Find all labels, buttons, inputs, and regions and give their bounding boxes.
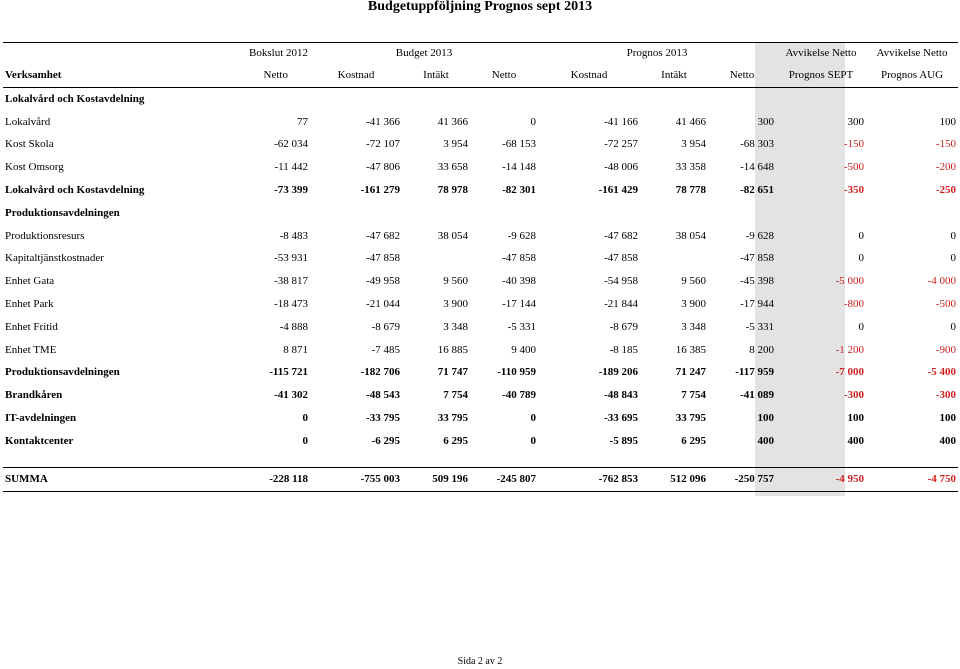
summa-label: SUMMA bbox=[3, 467, 218, 491]
table-row bbox=[3, 156, 958, 179]
row-value: -11 442 bbox=[274, 161, 308, 174]
header-bokslut: Bokslut 2012 bbox=[218, 43, 310, 65]
row-value: -41 366 bbox=[366, 115, 400, 128]
row-value: 0 bbox=[858, 320, 865, 333]
row-value: -500 bbox=[843, 161, 865, 174]
row-value: -48 543 bbox=[366, 389, 400, 402]
row-label: Kost Skola bbox=[5, 138, 54, 151]
summa-value: 509 196 bbox=[402, 467, 470, 491]
header-kostnad-budget: Kostnad bbox=[310, 64, 402, 88]
row-value: -41 166 bbox=[604, 115, 638, 128]
section-header-row bbox=[3, 202, 958, 225]
row-value: 8 200 bbox=[749, 343, 775, 356]
row-value: -47 858 bbox=[740, 252, 775, 265]
row-value: -62 034 bbox=[274, 138, 308, 151]
row-value: 78 778 bbox=[675, 184, 706, 197]
row-value: -49 958 bbox=[366, 275, 400, 288]
row-label: Lokalvård och Kostavdelning bbox=[5, 92, 145, 105]
row-value: -47 806 bbox=[366, 161, 400, 174]
row-value: 0 bbox=[950, 229, 957, 242]
row-value bbox=[538, 202, 640, 225]
row-value: 8 871 bbox=[283, 343, 308, 356]
row-value: 16 385 bbox=[675, 343, 706, 356]
row-value: 41 466 bbox=[675, 115, 706, 128]
row-value bbox=[708, 88, 776, 111]
row-value: -47 858 bbox=[502, 252, 536, 265]
row-value: -150 bbox=[935, 138, 957, 151]
row-value: -17 944 bbox=[740, 298, 775, 311]
row-label: Enhet Park bbox=[5, 298, 54, 311]
summa-value: -245 807 bbox=[470, 467, 538, 491]
total-row bbox=[3, 407, 958, 430]
header-avvikelse-aug: Avvikelse Netto bbox=[866, 43, 958, 65]
row-value: 9 400 bbox=[511, 343, 536, 356]
header-netto-budget: Netto bbox=[470, 64, 538, 88]
header-row-top bbox=[3, 43, 958, 65]
row-value bbox=[776, 202, 866, 225]
row-value: -47 682 bbox=[366, 229, 400, 242]
section-header-row bbox=[3, 88, 958, 111]
row-value bbox=[866, 88, 958, 111]
row-value: -21 844 bbox=[604, 298, 638, 311]
summa-value: 512 096 bbox=[640, 467, 708, 491]
row-value bbox=[218, 202, 310, 225]
row-value: -5 331 bbox=[745, 320, 775, 333]
header-prognos-sept: Prognos SEPT bbox=[776, 64, 866, 88]
row-value: 0 bbox=[950, 252, 957, 265]
row-value: 9 560 bbox=[681, 275, 706, 288]
row-value: -8 679 bbox=[371, 320, 400, 333]
row-value: 300 bbox=[847, 115, 865, 128]
row-value: -47 858 bbox=[604, 252, 638, 265]
row-value: 38 054 bbox=[437, 229, 468, 242]
summa-value: -250 757 bbox=[708, 467, 776, 491]
row-label: Lokalvård och Kostavdelning bbox=[5, 184, 145, 197]
row-value: -5 400 bbox=[927, 366, 957, 379]
row-value: 38 054 bbox=[675, 229, 706, 242]
table-row bbox=[3, 248, 958, 271]
row-value: -5 000 bbox=[835, 275, 865, 288]
page-title: Budgetuppföljning Prognos sept 2013 bbox=[367, 0, 593, 14]
row-value bbox=[402, 88, 470, 111]
row-value: 71 747 bbox=[437, 366, 468, 379]
row-value: -200 bbox=[935, 161, 957, 174]
row-value: -21 044 bbox=[366, 298, 400, 311]
row-value bbox=[866, 202, 958, 225]
header-intakt-budget: Intäkt bbox=[402, 64, 470, 88]
row-value: -33 795 bbox=[366, 412, 400, 425]
row-value bbox=[310, 202, 402, 225]
row-value: 400 bbox=[847, 434, 865, 447]
row-value: -115 721 bbox=[269, 366, 308, 379]
header-budget: Budget 2013 bbox=[310, 43, 538, 65]
row-value: -82 301 bbox=[502, 184, 536, 197]
row-value: -4 888 bbox=[279, 320, 308, 333]
row-value: -900 bbox=[935, 343, 957, 356]
row-value: 300 bbox=[757, 115, 775, 128]
row-value: -350 bbox=[843, 184, 865, 197]
row-value: 3 900 bbox=[443, 298, 468, 311]
row-label: IT-avdelningen bbox=[5, 412, 77, 425]
row-value bbox=[776, 88, 866, 111]
row-value: 33 795 bbox=[675, 412, 706, 425]
row-value: -48 843 bbox=[604, 389, 638, 402]
row-value bbox=[470, 202, 538, 225]
row-value: -68 153 bbox=[502, 138, 536, 151]
row-value: -150 bbox=[843, 138, 865, 151]
row-value: -72 257 bbox=[604, 138, 638, 151]
row-value: -68 303 bbox=[740, 138, 775, 151]
row-value: -14 648 bbox=[740, 161, 775, 174]
row-value: -800 bbox=[843, 298, 865, 311]
row-label: Brandkåren bbox=[5, 389, 63, 402]
row-value: 100 bbox=[847, 412, 865, 425]
row-value: -48 006 bbox=[604, 161, 638, 174]
header-avvikelse-sept: Avvikelse Netto bbox=[776, 43, 866, 65]
total-row bbox=[3, 430, 958, 453]
row-value: 400 bbox=[939, 434, 957, 447]
row-value: -18 473 bbox=[274, 298, 308, 311]
row-value: 41 366 bbox=[437, 115, 468, 128]
row-label: Kost Omsorg bbox=[5, 161, 64, 174]
row-label: Enhet Fritid bbox=[5, 320, 58, 333]
row-value: -250 bbox=[935, 184, 957, 197]
row-value: 6 295 bbox=[443, 434, 468, 447]
row-value: 0 bbox=[530, 412, 536, 425]
row-value: -17 144 bbox=[502, 298, 536, 311]
row-label: Enhet TME bbox=[5, 343, 57, 356]
row-label: Produktionsavdelningen bbox=[5, 206, 120, 219]
row-value: 100 bbox=[939, 115, 957, 128]
row-value: 0 bbox=[858, 252, 865, 265]
row-value: -1 200 bbox=[835, 343, 865, 356]
row-value: 7 754 bbox=[681, 389, 706, 402]
row-value: 33 795 bbox=[437, 412, 468, 425]
summa-value: -4 950 bbox=[776, 467, 866, 491]
row-value: -189 206 bbox=[598, 366, 638, 379]
spacer-row bbox=[3, 453, 958, 468]
row-value: -117 959 bbox=[735, 366, 775, 379]
row-value bbox=[310, 88, 402, 111]
row-value: -40 789 bbox=[502, 389, 536, 402]
row-value: -8 679 bbox=[609, 320, 638, 333]
row-value: -9 628 bbox=[507, 229, 536, 242]
row-value: 71 247 bbox=[675, 366, 706, 379]
row-value: -300 bbox=[935, 389, 957, 402]
summa-value: -762 853 bbox=[538, 467, 640, 491]
row-value: -6 295 bbox=[371, 434, 400, 447]
total-row bbox=[3, 362, 958, 385]
row-value: 0 bbox=[950, 320, 957, 333]
row-value: -47 858 bbox=[366, 252, 400, 265]
row-value: -53 931 bbox=[274, 252, 308, 265]
table-row bbox=[3, 134, 958, 157]
row-value: -8 483 bbox=[279, 229, 308, 242]
row-value: 0 bbox=[858, 229, 865, 242]
row-value: 0 bbox=[302, 412, 308, 425]
row-value: -182 706 bbox=[360, 366, 400, 379]
table-row bbox=[3, 270, 958, 293]
row-value: -7 485 bbox=[371, 343, 400, 356]
row-value: -8 185 bbox=[609, 343, 638, 356]
row-value: -5 895 bbox=[609, 434, 638, 447]
row-label: Lokalvård bbox=[5, 115, 51, 128]
row-label: Produktionsresurs bbox=[5, 229, 85, 242]
row-label: Kapitaltjänstkostnader bbox=[5, 252, 104, 265]
row-value: 3 900 bbox=[681, 298, 706, 311]
header-row-sub bbox=[3, 64, 958, 88]
row-value: 33 658 bbox=[437, 161, 468, 174]
row-value: -500 bbox=[935, 298, 957, 311]
row-value: -40 398 bbox=[502, 275, 536, 288]
row-value: -72 107 bbox=[366, 138, 400, 151]
row-value: 3 348 bbox=[681, 320, 706, 333]
row-value: -7 000 bbox=[835, 366, 865, 379]
row-value: -14 148 bbox=[502, 161, 536, 174]
summa-value: -755 003 bbox=[310, 467, 402, 491]
row-value bbox=[538, 88, 640, 111]
row-value: -45 398 bbox=[740, 275, 775, 288]
row-value: 3 954 bbox=[681, 138, 706, 151]
header-verksamhet: Verksamhet bbox=[3, 64, 218, 88]
row-label: Produktionsavdelningen bbox=[5, 366, 120, 379]
row-value bbox=[708, 202, 776, 225]
row-label: Kontaktcenter bbox=[5, 434, 74, 447]
row-value bbox=[640, 248, 708, 271]
budget-table bbox=[3, 42, 958, 492]
row-label: Enhet Gata bbox=[5, 275, 55, 288]
row-value bbox=[640, 88, 708, 111]
row-value: 77 bbox=[297, 115, 308, 128]
row-value: -300 bbox=[843, 389, 865, 402]
row-value: -161 279 bbox=[360, 184, 400, 197]
header-netto-prognos: Netto bbox=[708, 64, 776, 88]
total-row bbox=[3, 179, 958, 202]
row-value: 100 bbox=[939, 412, 957, 425]
row-value: 0 bbox=[530, 434, 536, 447]
row-value bbox=[218, 88, 310, 111]
summa-row bbox=[3, 467, 958, 491]
row-value: 16 885 bbox=[437, 343, 468, 356]
row-value: -110 959 bbox=[497, 366, 536, 379]
row-value: 6 295 bbox=[681, 434, 706, 447]
table-row bbox=[3, 316, 958, 339]
summa-value: -4 750 bbox=[866, 467, 958, 491]
page-number: Sida 2 av 2 bbox=[457, 656, 503, 667]
row-value: -5 331 bbox=[507, 320, 536, 333]
table-row bbox=[3, 111, 958, 134]
row-value: -41 089 bbox=[740, 389, 775, 402]
header-kostnad-prognos: Kostnad bbox=[538, 64, 640, 88]
row-value: 7 754 bbox=[443, 389, 468, 402]
row-value: -47 682 bbox=[604, 229, 638, 242]
header-prognos: Prognos 2013 bbox=[538, 43, 776, 65]
row-value: 9 560 bbox=[443, 275, 468, 288]
total-row bbox=[3, 384, 958, 407]
row-value: 0 bbox=[530, 115, 536, 128]
table-row bbox=[3, 225, 958, 248]
table-row bbox=[3, 339, 958, 362]
row-value: 3 954 bbox=[443, 138, 468, 151]
row-value: -161 429 bbox=[598, 184, 638, 197]
header-prognos-aug: Prognos AUG bbox=[866, 64, 958, 88]
table-row bbox=[3, 293, 958, 316]
header-netto-2012: Netto bbox=[218, 64, 310, 88]
row-value: -54 958 bbox=[604, 275, 638, 288]
row-value: 400 bbox=[757, 434, 775, 447]
row-value bbox=[402, 248, 470, 271]
row-value bbox=[470, 88, 538, 111]
header-intakt-prognos: Intäkt bbox=[640, 64, 708, 88]
row-value: 33 358 bbox=[675, 161, 706, 174]
row-value: -73 399 bbox=[274, 184, 308, 197]
row-value bbox=[402, 202, 470, 225]
row-value: 100 bbox=[757, 412, 775, 425]
row-value: -82 651 bbox=[740, 184, 775, 197]
row-value: -41 302 bbox=[274, 389, 308, 402]
row-value: -33 695 bbox=[604, 412, 638, 425]
summa-value: -228 118 bbox=[218, 467, 310, 491]
row-value: -4 000 bbox=[927, 275, 957, 288]
row-value: 0 bbox=[302, 434, 308, 447]
row-value bbox=[640, 202, 708, 225]
row-value: -38 817 bbox=[274, 275, 308, 288]
row-value: -9 628 bbox=[745, 229, 775, 242]
row-value: 3 348 bbox=[443, 320, 468, 333]
row-value: 78 978 bbox=[437, 184, 468, 197]
